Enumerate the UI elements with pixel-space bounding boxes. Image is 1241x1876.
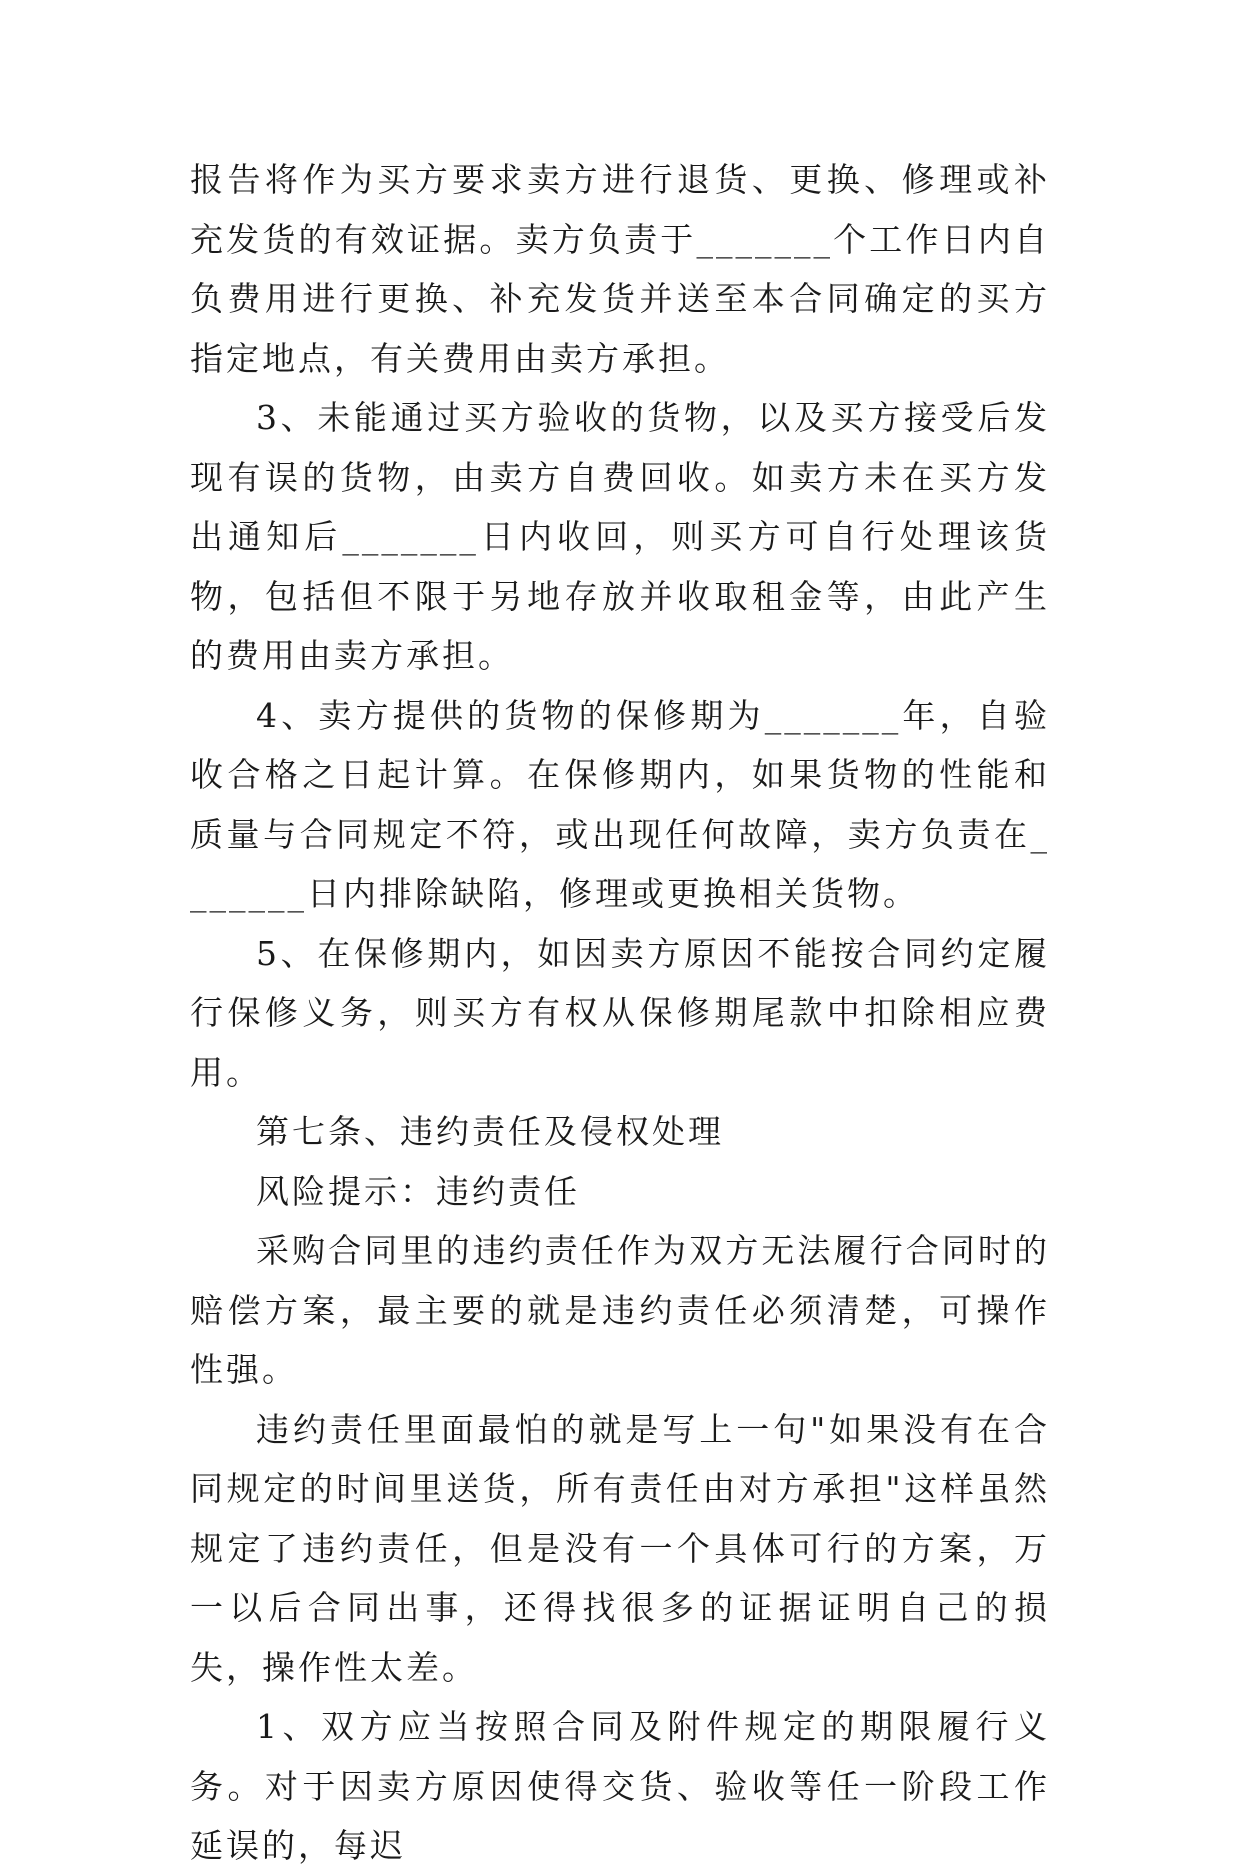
- paragraph-clause-4: 4、卖方提供的货物的保修期为_______年，自验收合格之日起计算。在保修期内，如果货物的性能和质量与合同规定不符，或出现任何故障，卖方负责在_______日内排除缺陷，修理或更换相关货物。: [190, 695, 1050, 913]
- risk-notice-heading: 风险提示：违约责任: [256, 1171, 580, 1211]
- paragraph-liability-intro: 采购合同里的违约责任作为双方无法履行合同时的赔偿方案，最主要的就是违约责任必须清楚，可操作性强。: [190, 1231, 1050, 1389]
- section-heading-article-7: 第七条、违约责任及侵权处理: [256, 1112, 724, 1151]
- paragraph-clause-3: 3、未能通过买方验收的货物，以及买方接受后发现有误的货物，由卖方自费回收。如卖方未在买方发出通知后_______日内收回，则买方可自行处理该货物，包括但不限于另地存放并收取租金等，由此产生的费用由卖方承担。: [190, 398, 1050, 675]
- paragraph-clause-5: 5、在保修期内，如因卖方原因不能按合同约定履行保修义务，则买方有权从保修期尾款中扣除相应费用。: [190, 933, 1050, 1092]
- paragraph-clause-1: 1、双方应当按照合同及附件规定的期限履行义务。对于因卖方原因使得交货、验收等任一阶段工作延误的，每迟: [190, 1707, 1050, 1865]
- paragraph-return-evidence: 报告将作为买方要求卖方进行退货、更换、修理或补充发货的有效证据。卖方负责于_______个工作日内自负费用进行更换、补充发货并送至本合同确定的买方指定地点，有关费用由卖方承担。: [190, 160, 1050, 378]
- document-body: [190, 150, 1050, 1876]
- paragraph-liability-example: 违约责任里面最怕的就是写上一句"如果没有在合同规定的时间里送货，所有责任由对方承担"这样虽然规定了违约责任，但是没有一个具体可行的方案，万一以后合同出事，还得找很多的证据证明自己的损失，操作性太差。: [190, 1409, 1050, 1687]
